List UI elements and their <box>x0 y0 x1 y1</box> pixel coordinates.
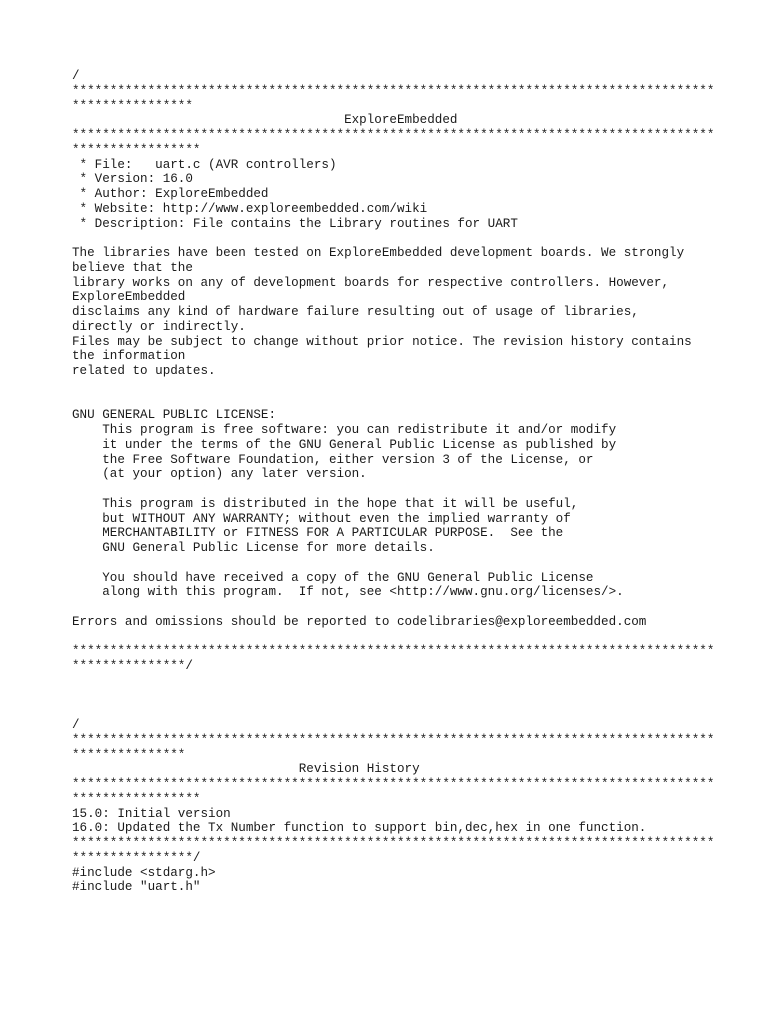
text-line: ExploreEmbedded <box>72 113 458 128</box>
text-line: Revision History <box>72 762 420 777</box>
text-line: disclaims any kind of hardware failure resulting out of usage of libraries, <box>72 305 639 319</box>
text-line: You should have received a copy of the GNU General Public License <box>72 570 594 585</box>
text-line: GNU GENERAL PUBLIC LICENSE: <box>72 408 277 423</box>
text-line: *************** <box>72 747 186 762</box>
text-line: the Free Software Foundation, either version 3 of the License, or <box>72 452 594 467</box>
text-line: Files may be subject to change without prior notice. The revision history contains <box>72 334 692 349</box>
text-line: ***************** <box>72 142 201 157</box>
text-line <box>72 630 714 645</box>
text-line: ****************/ <box>72 850 201 865</box>
text-line: The libraries have been tested on ExploreEmbedded development boards. We strongly <box>72 246 685 260</box>
text-line: ************************************************************************************* <box>72 644 715 659</box>
text-line: / <box>72 69 80 83</box>
text-line: ************************************************************************************* <box>72 83 715 98</box>
text-line: ************************************************************************************* <box>72 836 715 850</box>
text-line: directly or indirectly. <box>72 319 246 334</box>
text-line <box>72 379 714 394</box>
text-line <box>72 600 714 615</box>
text-line: ExploreEmbedded <box>72 290 186 305</box>
text-line: it under the terms of the GNU General Public License as published by <box>72 437 617 452</box>
text-line: **************** <box>72 98 193 113</box>
text-line: ************************************************************************************* <box>72 777 715 791</box>
text-line: * Version: 16.0 <box>72 172 193 187</box>
text-line: This program is distributed in the hope that it will be useful, <box>72 496 579 511</box>
text-line: 16.0: Updated the Tx Number function to support bin,dec,hex in one function. <box>72 821 647 836</box>
text-line: MERCHANTABILITY or FITNESS FOR A PARTICULAR PURPOSE. See the <box>72 526 564 541</box>
source-code-text <box>72 69 714 895</box>
text-line: the information <box>72 349 186 364</box>
text-line: / <box>72 718 80 732</box>
text-line: 15.0: Initial version <box>72 806 231 821</box>
text-line: ***************** <box>72 791 201 806</box>
text-line: #include <stdarg.h> <box>72 865 216 880</box>
text-line: * Author: ExploreEmbedded <box>72 187 269 201</box>
text-line: * File: uart.c (AVR controllers) <box>72 157 337 172</box>
text-line: but WITHOUT ANY WARRANTY; without even the implied warranty of <box>72 511 571 526</box>
text-line: ************************************************************************************* <box>72 128 715 142</box>
text-line: ************************************************************************************* <box>72 732 715 747</box>
text-line: This program is free software: you can redistribute it and/or modify <box>72 423 617 437</box>
text-line: (at your option) any later version. <box>72 467 367 482</box>
text-line <box>72 703 714 718</box>
text-line <box>72 674 714 689</box>
text-line: ***************/ <box>72 659 193 673</box>
text-line: along with this program. If not, see <http://www.gnu.org/licenses/>. <box>72 585 624 600</box>
text-line: * Website: http://www.exploreembedded.com/wiki <box>72 201 428 216</box>
text-line <box>72 231 714 246</box>
text-line <box>72 689 714 704</box>
text-line: GNU General Public License for more details. <box>72 541 435 555</box>
text-line: believe that the <box>72 260 193 275</box>
text-line <box>72 482 714 497</box>
text-line: Errors and omissions should be reported to codelibraries@exploreembedded.com <box>72 614 647 629</box>
text-line: library works on any of development boards for respective controllers. However, <box>72 275 670 290</box>
text-line <box>72 556 714 571</box>
text-line: * Description: File contains the Library routines for UART <box>72 216 518 231</box>
text-line: #include "uart.h" <box>72 880 201 895</box>
text-line <box>72 394 714 409</box>
text-line: related to updates. <box>72 364 216 378</box>
